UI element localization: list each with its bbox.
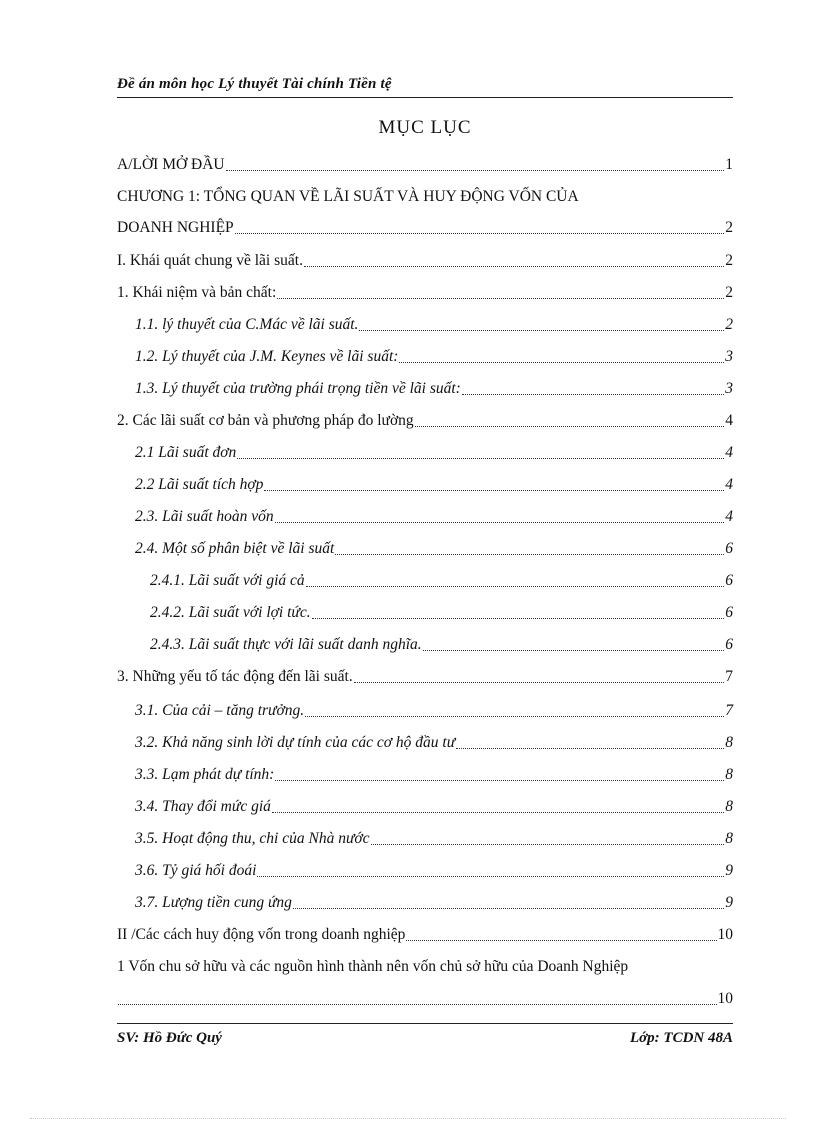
toc-entry [135,441,733,463]
toc-label: 2.3. Lãi suất hoàn vốn [135,508,274,525]
footer-rule [117,1023,733,1024]
toc-entry [135,763,733,785]
toc-entry [135,505,733,527]
toc-entry [150,601,733,623]
toc-entry [135,313,733,335]
toc-leader [399,361,724,363]
toc-page: 7 [725,702,733,719]
toc-entry [117,153,733,175]
toc-label: 2.4.1. Lãi suất với giá cả [150,572,305,589]
toc-label: 3.1. Của cải – tăng trưởng. [135,702,305,719]
toc-page: 2 [725,284,733,301]
toc-label: 1.2. Lý thuyết của J.M. Keynes về lãi suất: [135,348,399,365]
toc-leader [415,425,725,427]
toc-label: 2. Các lãi suất cơ bản và phương pháp đo lường [117,412,414,429]
document-header: Đề án môn học Lý thuyết Tài chính Tiền tệ [117,76,392,92]
toc-page: 7 [725,668,733,685]
toc-leader [335,553,724,555]
toc-label: 1.3. Lý thuyết của trường phái trọng tiền về lãi suất: [135,380,461,397]
toc-label: 3.2. Khả năng sinh lời dự tính của các cơ hộ đầu tư [135,734,456,751]
toc-page: 8 [725,734,733,751]
toc-page: 4 [725,444,733,461]
toc-leader [406,939,716,941]
toc-label: DOANH NGHIỆP [117,219,234,236]
toc-label: A/LỜI MỞ ĐẦU [117,156,225,173]
toc-label: 3.5. Hoạt động thu, chi của Nhà nước [135,830,370,847]
toc-label: 2.2 Lãi suất tích hợp [135,476,264,493]
toc-page: 3 [725,348,733,365]
toc-leader [264,489,724,491]
toc-entry [135,537,733,559]
toc-label: 1.1. lý thuyết của C.Mác về lãi suất. [135,316,359,333]
toc-page: 1 [725,156,733,173]
toc-leader [293,907,724,909]
toc-leader [275,779,724,781]
toc-page: 8 [725,798,733,815]
toc-page: 9 [725,894,733,911]
toc-label: 3.6. Tỷ giá hối đoái [135,862,257,879]
toc-label: 3.7. Lượng tiền cung ứng [135,894,292,911]
toc-leader [275,521,725,523]
toc-leader [226,169,725,171]
toc-entry [117,665,733,687]
toc-entry [135,377,733,399]
toc-entry [135,795,733,817]
toc-label: 1. Khái niệm và bản chất: [117,284,277,301]
toc-entry [135,891,733,913]
toc-leader [456,747,724,749]
toc-entry [117,216,733,238]
header-rule [117,97,733,98]
toc-page: 9 [725,862,733,879]
toc-label: 2.1 Lãi suất đơn [135,444,237,461]
toc-page: 8 [725,766,733,783]
toc-label: 1 Vốn chu sở hữu và các nguồn hình thành nên vốn chủ sở hữu của Doanh Nghiệp [117,958,629,975]
toc-entry [135,699,733,721]
toc-label: I. Khái quát chung về lãi suất. [117,252,303,269]
toc-entry [117,987,733,1009]
toc-entry [135,345,733,367]
toc-leader [118,1003,717,1005]
toc-page: 10 [717,990,733,1007]
toc-page: 2 [725,252,733,269]
toc-label: 3. Những yếu tố tác động đến lãi suất. [117,668,353,685]
toc-page: 4 [725,412,733,429]
toc-entry [135,827,733,849]
toc-label: 3.4. Thay đổi mức giá [135,798,271,815]
toc-leader [312,617,725,619]
footer-class: Lớp: TCDN 48A [629,1030,733,1046]
toc-leader [304,265,724,267]
toc-leader [305,715,724,717]
toc-leader [354,681,725,683]
toc-leader [371,843,725,845]
toc-page: 6 [725,572,733,589]
toc-leader [257,875,724,877]
toc-leader [423,649,725,651]
toc-leader [272,811,724,813]
toc-label: CHƯƠNG 1: TỔNG QUAN VỀ LÃI SUẤT VÀ HUY ĐỘNG VỐN CỦA [117,188,579,205]
toc-entry [150,569,733,591]
toc-leader [462,393,724,395]
toc-label: 2.4.2. Lãi suất với lợi tức. [150,604,311,621]
toc-entry [150,633,733,655]
toc-entry [135,859,733,881]
toc-page: 8 [725,830,733,847]
toc-leader [359,329,724,331]
toc-page: 2 [725,219,733,236]
toc-entry [135,473,733,495]
toc-label: 2.4. Một số phân biệt về lãi suất [135,540,335,557]
toc-leader [277,297,724,299]
page-title: MỤC LỤC [378,117,472,138]
toc-page: 3 [725,380,733,397]
page-edge-divider [30,1118,786,1119]
toc-label: 3.3. Lạm phát dự tính: [135,766,275,783]
toc-entry [117,185,733,207]
toc-page: 2 [725,316,733,333]
toc-page: 6 [725,604,733,621]
toc-leader [306,585,725,587]
toc-page: 4 [725,508,733,525]
toc-page: 6 [725,540,733,557]
footer-student: SV: Hồ Đức Quý [117,1030,222,1046]
toc-page: 4 [725,476,733,493]
toc-leader [235,232,725,234]
toc-label: II /Các cách huy động vốn trong doanh nghiệp [117,926,406,943]
toc-entry [117,923,733,945]
toc-entry [117,249,733,271]
toc-entry [117,281,733,303]
toc-page: 10 [717,926,733,943]
toc-entry [135,731,733,753]
toc-entry [117,955,733,977]
toc-label: 2.4.3. Lãi suất thực với lãi suất danh nghĩa. [150,636,422,653]
toc-entry [117,409,733,431]
toc-page: 6 [725,636,733,653]
toc-leader [237,457,724,459]
